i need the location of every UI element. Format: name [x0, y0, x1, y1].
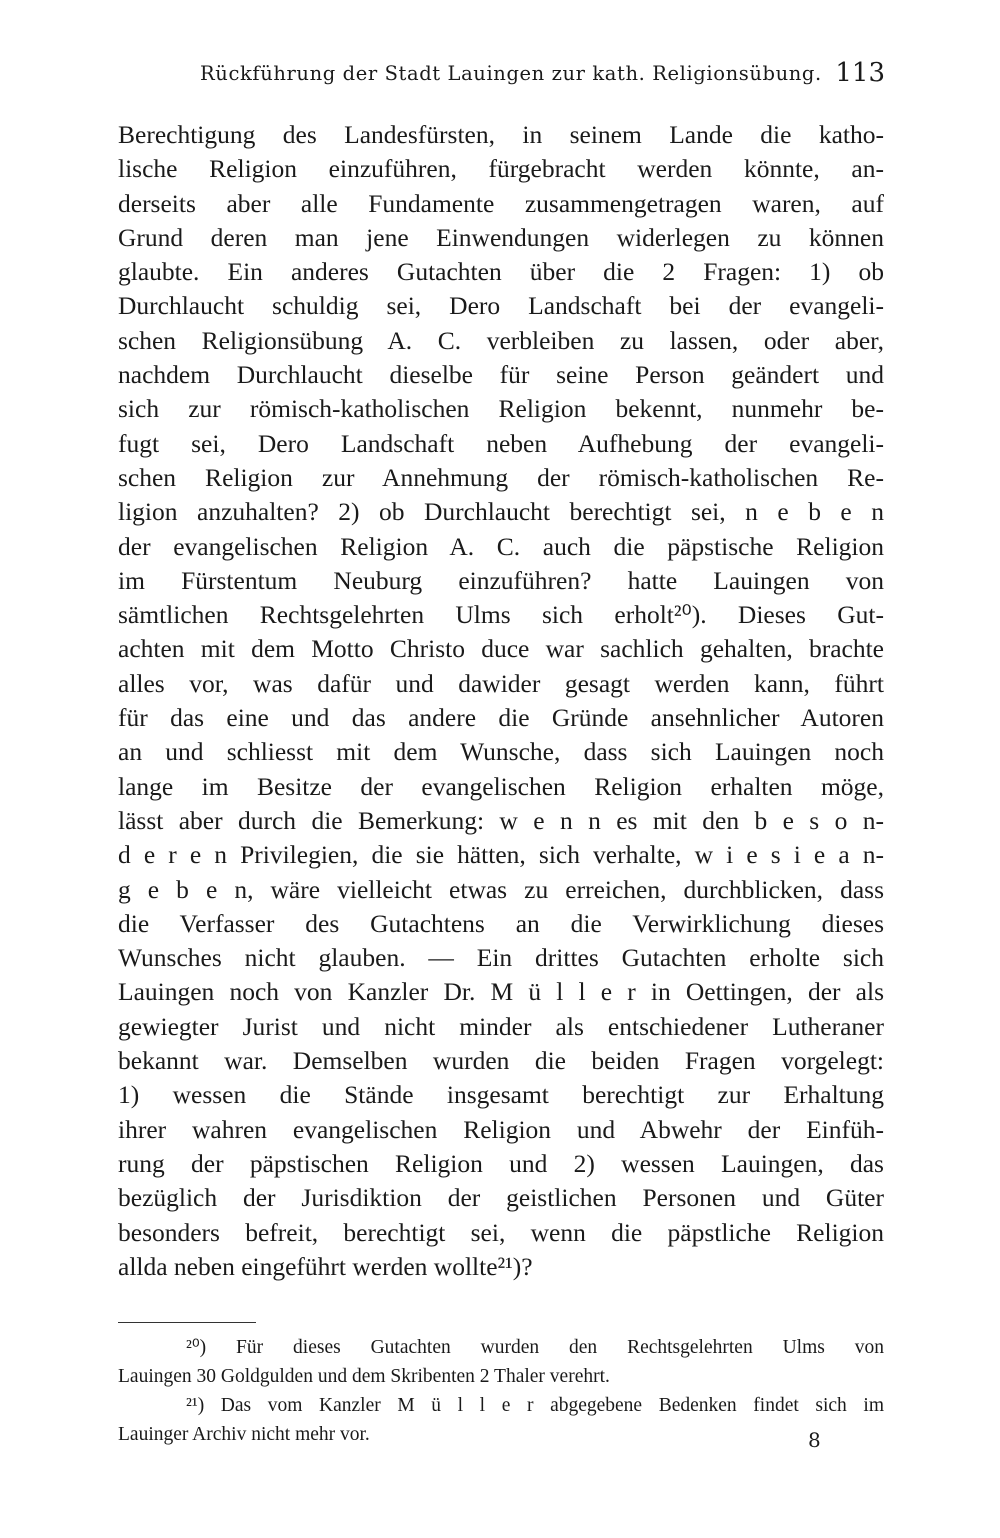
signature-mark: 8	[808, 1428, 821, 1452]
text-line: sich zur römisch-katholischen Religion bekennt, nunmehr be-	[118, 394, 884, 424]
text-line: Berechtigung des Landesfürsten, in seinem Lande die katho-	[118, 120, 884, 149]
text-line: schen Religion zur Annehmung der römisch-katholischen Re-	[118, 462, 884, 492]
text-line: Lauingen noch von Kanzler Dr. M ü l l e r in Oettingen, der als	[118, 977, 884, 1007]
footnotes	[118, 1333, 884, 1449]
text-line: alles vor, was dafür und dawider gesagt werden kann, führt	[118, 668, 884, 698]
text-line: bekannt war. Demselben wurden die beiden Fragen vorgelegt:	[118, 1046, 884, 1076]
text-line: lische Religion einzuführen, fürgebracht werden könnte, an-	[118, 154, 884, 184]
text-line: besonders befreit, berechtigt sei, wenn die päpstliche Religion	[118, 1217, 884, 1247]
text-line: schen Religionsübung A. C. verbleiben zu lassen, oder aber,	[118, 325, 884, 355]
text-line: ligion anzuhalten? 2) ob Durchlaucht berechtigt sei, n e b e n	[118, 497, 884, 527]
text-line: ihrer wahren evangelischen Religion und Abwehr der Einfüh-	[118, 1114, 884, 1144]
text-line: glaubte. Ein anderes Gutachten über die 2 Fragen: 1) ob	[118, 257, 884, 287]
footnote-line: ²⁰) Für dieses Gutachten wurden den Rechtsgelehrten Ulms von	[186, 1337, 884, 1358]
text-line: die Verfasser des Gutachtens an die Verwirklichung dieses	[118, 908, 884, 938]
text-line: an und schliesst mit dem Wunsche, dass sich Lauingen noch	[118, 737, 884, 767]
text-line: nachdem Durchlaucht dieselbe für seine Person geändert und	[118, 360, 884, 390]
text-line: fugt sei, Dero Landschaft neben Aufhebung der evangeli-	[118, 428, 884, 458]
text-line: d e r e n Privilegien, die sie hätten, sich verhalte, w i e s i e a n-	[118, 840, 884, 870]
text-line: derseits aber alle Fundamente zusammengetragen waren, auf	[118, 188, 884, 218]
text-line: Grund deren man jene Einwendungen widerlegen zu können	[118, 222, 884, 252]
running-head: Rückführung der Stadt Lauingen zur kath. Religionsübung.	[200, 62, 822, 85]
text-line: achten mit dem Motto Christo duce war sachlich gehalten, brachte	[118, 634, 884, 664]
page-number: 113	[835, 58, 885, 88]
footnote-line: Lauingen 30 Goldgulden und dem Skribenten 2 Thaler verehrt.	[118, 1366, 610, 1387]
text-line: bezüglich der Jurisdiktion der geistlichen Personen und Güter	[118, 1183, 884, 1213]
text-line: im Fürstentum Neuburg einzuführen? hatte Lauingen von	[118, 565, 884, 595]
text-line: lange im Besitze der evangelischen Religion erhalten möge,	[118, 771, 884, 801]
text-line: Wunsches nicht glauben. — Ein drittes Gutachten erholte sich	[118, 943, 884, 973]
text-line: für das eine und das andere die Gründe ansehnlicher Autoren	[118, 703, 884, 733]
text-line: allda neben eingeführt werden wollte²¹)?	[118, 1251, 533, 1281]
body-text	[118, 118, 884, 1284]
footnote-line: Lauinger Archiv nicht mehr vor.	[118, 1424, 370, 1445]
page-header	[200, 58, 885, 98]
text-line: lässt aber durch die Bemerkung: w e n n es mit den b e s o n-	[118, 805, 884, 835]
text-line: Durchlaucht schuldig sei, Dero Landschaft bei der evangeli-	[118, 291, 884, 321]
footnote-line: ²¹) Das vom Kanzler M ü l l e r abgegebene Bedenken findet sich im	[186, 1395, 884, 1416]
footnote-rule	[118, 1322, 256, 1323]
text-line: g e b e n, wäre vielleicht etwas zu erreichen, durchblicken, dass	[118, 874, 884, 904]
text-line: 1) wessen die Stände insgesamt berechtigt zur Erhaltung	[118, 1080, 884, 1110]
text-line: gewiegter Jurist und nicht minder als entschiedener Lutheraner	[118, 1011, 884, 1041]
text-line: sämtlichen Rechtsgelehrten Ulms sich erholt²⁰). Dieses Gut-	[118, 600, 884, 630]
text-line: rung der päpstischen Religion und 2) wessen Lauingen, das	[118, 1148, 884, 1178]
text-line: der evangelischen Religion A. C. auch die päpstische Religion	[118, 531, 884, 561]
